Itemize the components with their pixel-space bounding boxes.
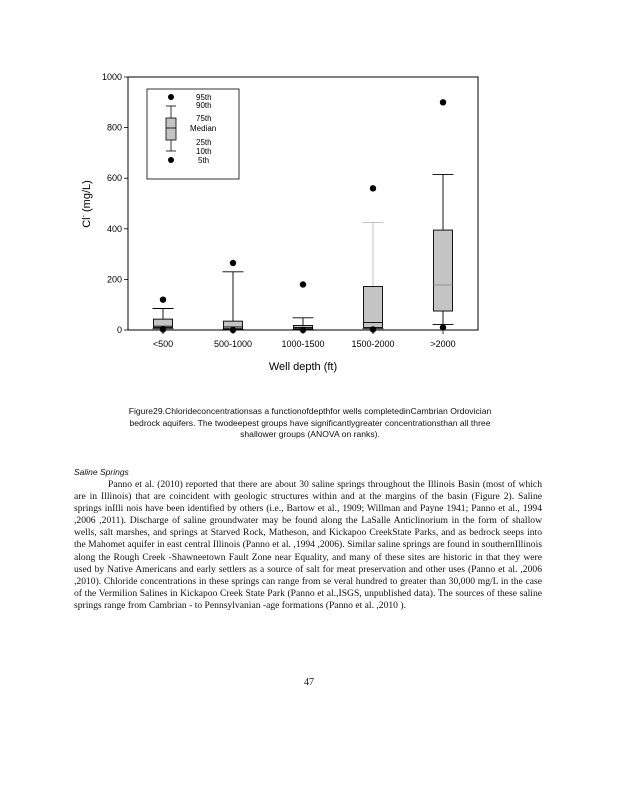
x-tick-label: 1000-1500 [281, 339, 325, 349]
point-95th [300, 281, 306, 287]
body-paragraph [74, 479, 542, 612]
box-iqr [364, 286, 383, 327]
legend-marker-95th [168, 94, 174, 100]
caption-line-2: bedrock aquifers. The twodeepest groups have significantlygreater concentrationsthan all three [129, 417, 491, 428]
y-tick-label: 1000 [101, 72, 122, 82]
box-2 [223, 260, 244, 333]
legend-label-10th: 10th [196, 147, 212, 156]
legend-label-median: Median [190, 124, 217, 133]
y-tick-label: 600 [106, 173, 122, 184]
box-5 [433, 99, 454, 331]
page-number: 47 [304, 677, 314, 688]
point-5th [300, 327, 306, 333]
box-iqr [434, 230, 453, 311]
point-95th [370, 185, 376, 191]
box-3 [293, 281, 314, 333]
point-95th [230, 260, 236, 266]
figure-caption [80, 406, 540, 441]
legend-label-25th: 25th [196, 138, 212, 147]
box-1 [153, 296, 174, 332]
y-tick-label: 800 [106, 122, 122, 133]
y-axis-label-superscript: - [81, 215, 88, 218]
y-axis [102, 72, 128, 335]
point-5th [440, 324, 446, 330]
paragraph-text: Panno et al. (2010) reported that there are about 30 saline springs throughout the Illinois Basin (most of which are in Illinois) that are coincident with geologic structures within and at the margins of the basin (Figure 2). Saline springs inIlli nois have been identified by others (i.e., Bartow et al., 1909; Willman and Payne 1941; Panno et al., 1994 ,2006 ,2011). Discharge of saline groundwater may be found along the LaSalle Anticlinorium in the form of shallow wells, salt marshes, and springs at Starved Rock, Matheson, and Kickapoo CreekState Parks, and as bedrock seeps into the Mahomet aquifer in east central Illinois (Panno et al. ,1994 ,2006). Similar saline springs are found in southernIllinois along the Rough Creek -Shawneetown Fault Zone near Equality, and many of these sites are historic in that they were used by Native Americans and early settlers as a source of salt for meat preservation and other uses (Panno et al. ,2006 ,2010). Chloride concentrations in these springs can range from se veral hundred to greater than 30,000 mg/L in the case of the Vermilion Salines in Kickapoo Creek State Park (Panno et al.,ISGS, unpublished data). The sources of these saline springs range from Cambrian - to Pennsylvanian -age formations (Panno et al. ,2010 ). [74, 479, 542, 611]
legend-label-90th: 90th [196, 101, 212, 110]
legend-frame [147, 89, 239, 179]
legend-box [166, 118, 176, 140]
legend-label-5th: 5th [198, 156, 210, 165]
y-tick-label: 0 [116, 325, 122, 335]
box-4 [363, 185, 384, 333]
caption-line-1: Figure29.Chlorideconcentrationsas a functionofdepthfor wells completedinCambrian Ordovician [128, 406, 492, 416]
y-axis-label-units: (mg/L) [81, 180, 93, 216]
x-tick-label: <500 [152, 339, 174, 349]
y-axis-label [81, 180, 93, 228]
section-heading: Saline Springs [74, 467, 129, 477]
point-95th [440, 99, 446, 105]
point-95th [160, 296, 166, 302]
x-tick-label: >2000 [430, 339, 456, 349]
y-tick-label: 200 [106, 274, 122, 285]
x-axis-label: Well depth (ft) [268, 361, 338, 373]
legend-marker-5th [168, 157, 174, 163]
y-tick-label: 400 [106, 223, 122, 234]
point-5th [160, 326, 166, 332]
legend-label-95th: 95th [196, 93, 212, 102]
x-tick-label: 1500-2000 [351, 339, 395, 349]
legend-label-75th: 75th [196, 114, 212, 123]
point-5th [230, 327, 236, 333]
x-tick-label: 500-1000 [213, 339, 253, 349]
y-axis-label-main: Cl [81, 217, 93, 228]
legend [147, 89, 239, 179]
caption-line-3: shallower groups (ANOVA on ranks). [240, 429, 380, 439]
point-5th [370, 326, 376, 332]
